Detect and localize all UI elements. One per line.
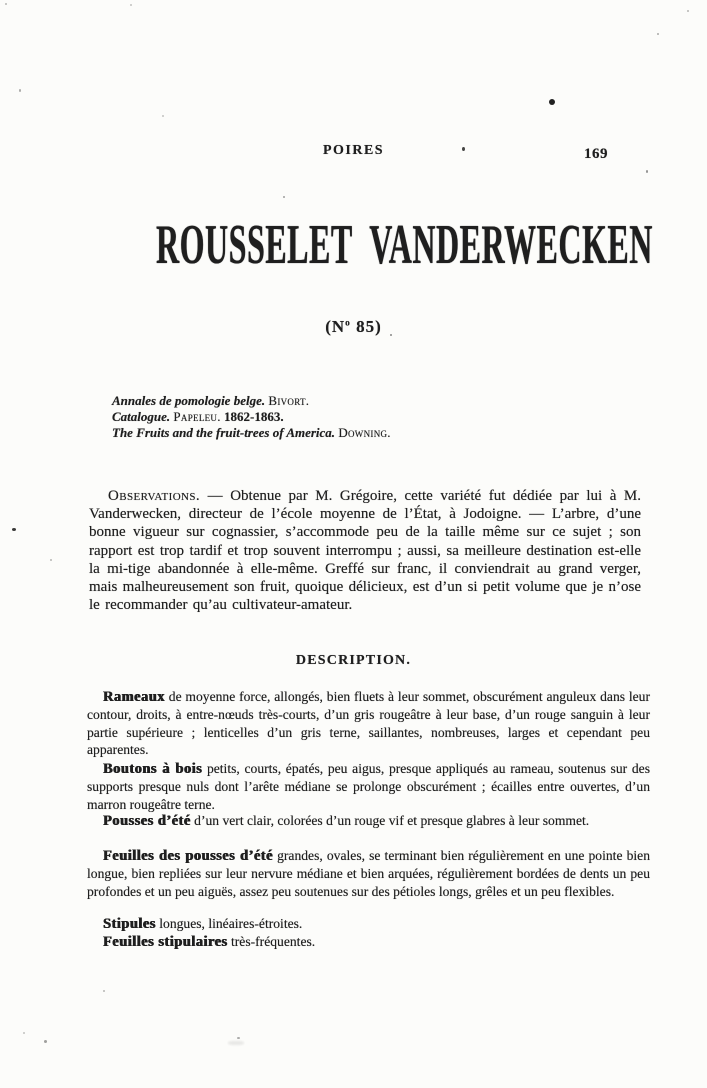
variety-number-suffix: 85) [350,317,382,336]
description-paragraph-rameaux [87,688,650,758]
scan-speck [549,99,555,105]
reference-row [112,393,391,409]
scan-speck [50,559,52,561]
reference-title: Catalogue. [112,408,171,424]
observations-text: Obtenue par M. Grégoire, cette variété fut dédiée par lui à M. Vanderwecken, directeur de l’école moyenne de l’État, à Jodoigne. — L’arbre, d’une bonne vigueur sur cognassier, s’accommode peu de la taille même sur ce sujet ; son rapport est trop tardif et trop souvent interrompu ; aussi, sa meilleure destination est-elle la mi-tige abandonnée à elle-même. Greffé sur franc, il conviendrait au grand verger, mais malheureusement son fruit, quoique délicieux, est d’un si petit volume que je n’ose le recommander qu’au cultivateur-amateur. [89,488,642,614]
observations-label: Observations. [108,488,201,504]
variety-number-ordinal: o [345,318,351,329]
reference-author: Papeleu. [173,408,221,424]
reference-row [112,425,391,441]
term-feuilles-stipulaires: Feuilles stipulaires [103,934,228,950]
term-feuilles-des-pousses: Feuilles des pousses d’été [103,848,273,864]
scan-speck [228,1041,244,1045]
description-paragraph-stipules [87,915,650,933]
scan-speck [657,33,659,35]
paragraph-text: d’un vert clair, colorées d’un rouge vif et presque glabres à leur sommet. [194,813,590,828]
running-header-title: POIRES [322,143,385,158]
variety-title: ROUSSELET VANDERWECKEN [156,214,653,276]
paragraph-text: très-fréquentes. [231,934,316,949]
scan-speck [103,990,105,992]
observations-dash: — [207,488,223,504]
scan-speck [283,196,285,198]
scan-speck [237,1037,240,1039]
variety-number [0,317,707,337]
reference-title: The Fruits and the fruit-trees of America. [112,424,336,440]
scan-speck [646,170,648,173]
variety-number-prefix: (N [325,317,346,336]
term-rameaux: Rameaux [103,689,165,705]
description-paragraph-feuilles-stipulaires [87,933,650,951]
reference-author: Bivort. [268,393,310,408]
scan-speck [162,115,164,117]
bibliography [112,393,391,440]
scan-speck [390,334,392,336]
term-stipules: Stipules [103,916,156,932]
scan-speck [23,1032,25,1034]
reference-row [112,409,391,425]
scan-speck [5,3,7,5]
term-boutons-a-bois: Boutons à bois [103,761,203,777]
reference-title: Annales de pomologie belge. [112,393,266,408]
reference-author: Downing. [338,424,391,440]
paragraph-text: petits, courts, épatés, peu aigus, presque appliqués au rameau, soutenus sur des supports presque nuls dont l’arête médiane se prolonge obscurément ; écailles entre ouvertes, d’un marron rougeâtre terne. [87,761,650,812]
reference-year: 1862-1863. [224,408,284,424]
scan-speck [687,10,689,12]
scan-speck [44,1040,47,1043]
paragraph-text: de moyenne force, allongés, bien fluets à leur sommet, obscurément anguleux dans leur contour, droits, à entre-nœuds très-courts, d’un gris rougeâtre à leur base, d’un rouge sanguin à leur partie supérieure ; lenticelles d’un gris terne, saillantes, nombreuses, larges et cependant peu apparentes. [87,689,650,757]
description-paragraph-pousses-d-ete [87,812,650,830]
term-pousses-d-ete: Pousses d’été [103,813,191,829]
observations-paragraph [89,487,641,614]
paragraph-text: longues, linéaires-étroites. [159,916,303,931]
scan-speck [12,528,16,531]
paragraph-text: grandes, ovales, se terminant bien régulièrement en une pointe bien longue, bien repliées sur leur nervure médiane et bien arquées, régulièrement bordées de dents un peu profondes et un peu aiguës, assez peu soutenues sur des pétioles longs, grêles et un peu flexibles. [87,848,650,899]
description-paragraph-feuilles-des-pousses [87,847,650,900]
scan-speck [130,4,132,6]
page-number: 169 [584,146,608,162]
scan-speck [19,89,21,92]
description-heading: DESCRIPTION. [295,653,412,668]
scan-speck [462,147,465,151]
description-paragraph-boutons-a-bois [87,760,650,813]
